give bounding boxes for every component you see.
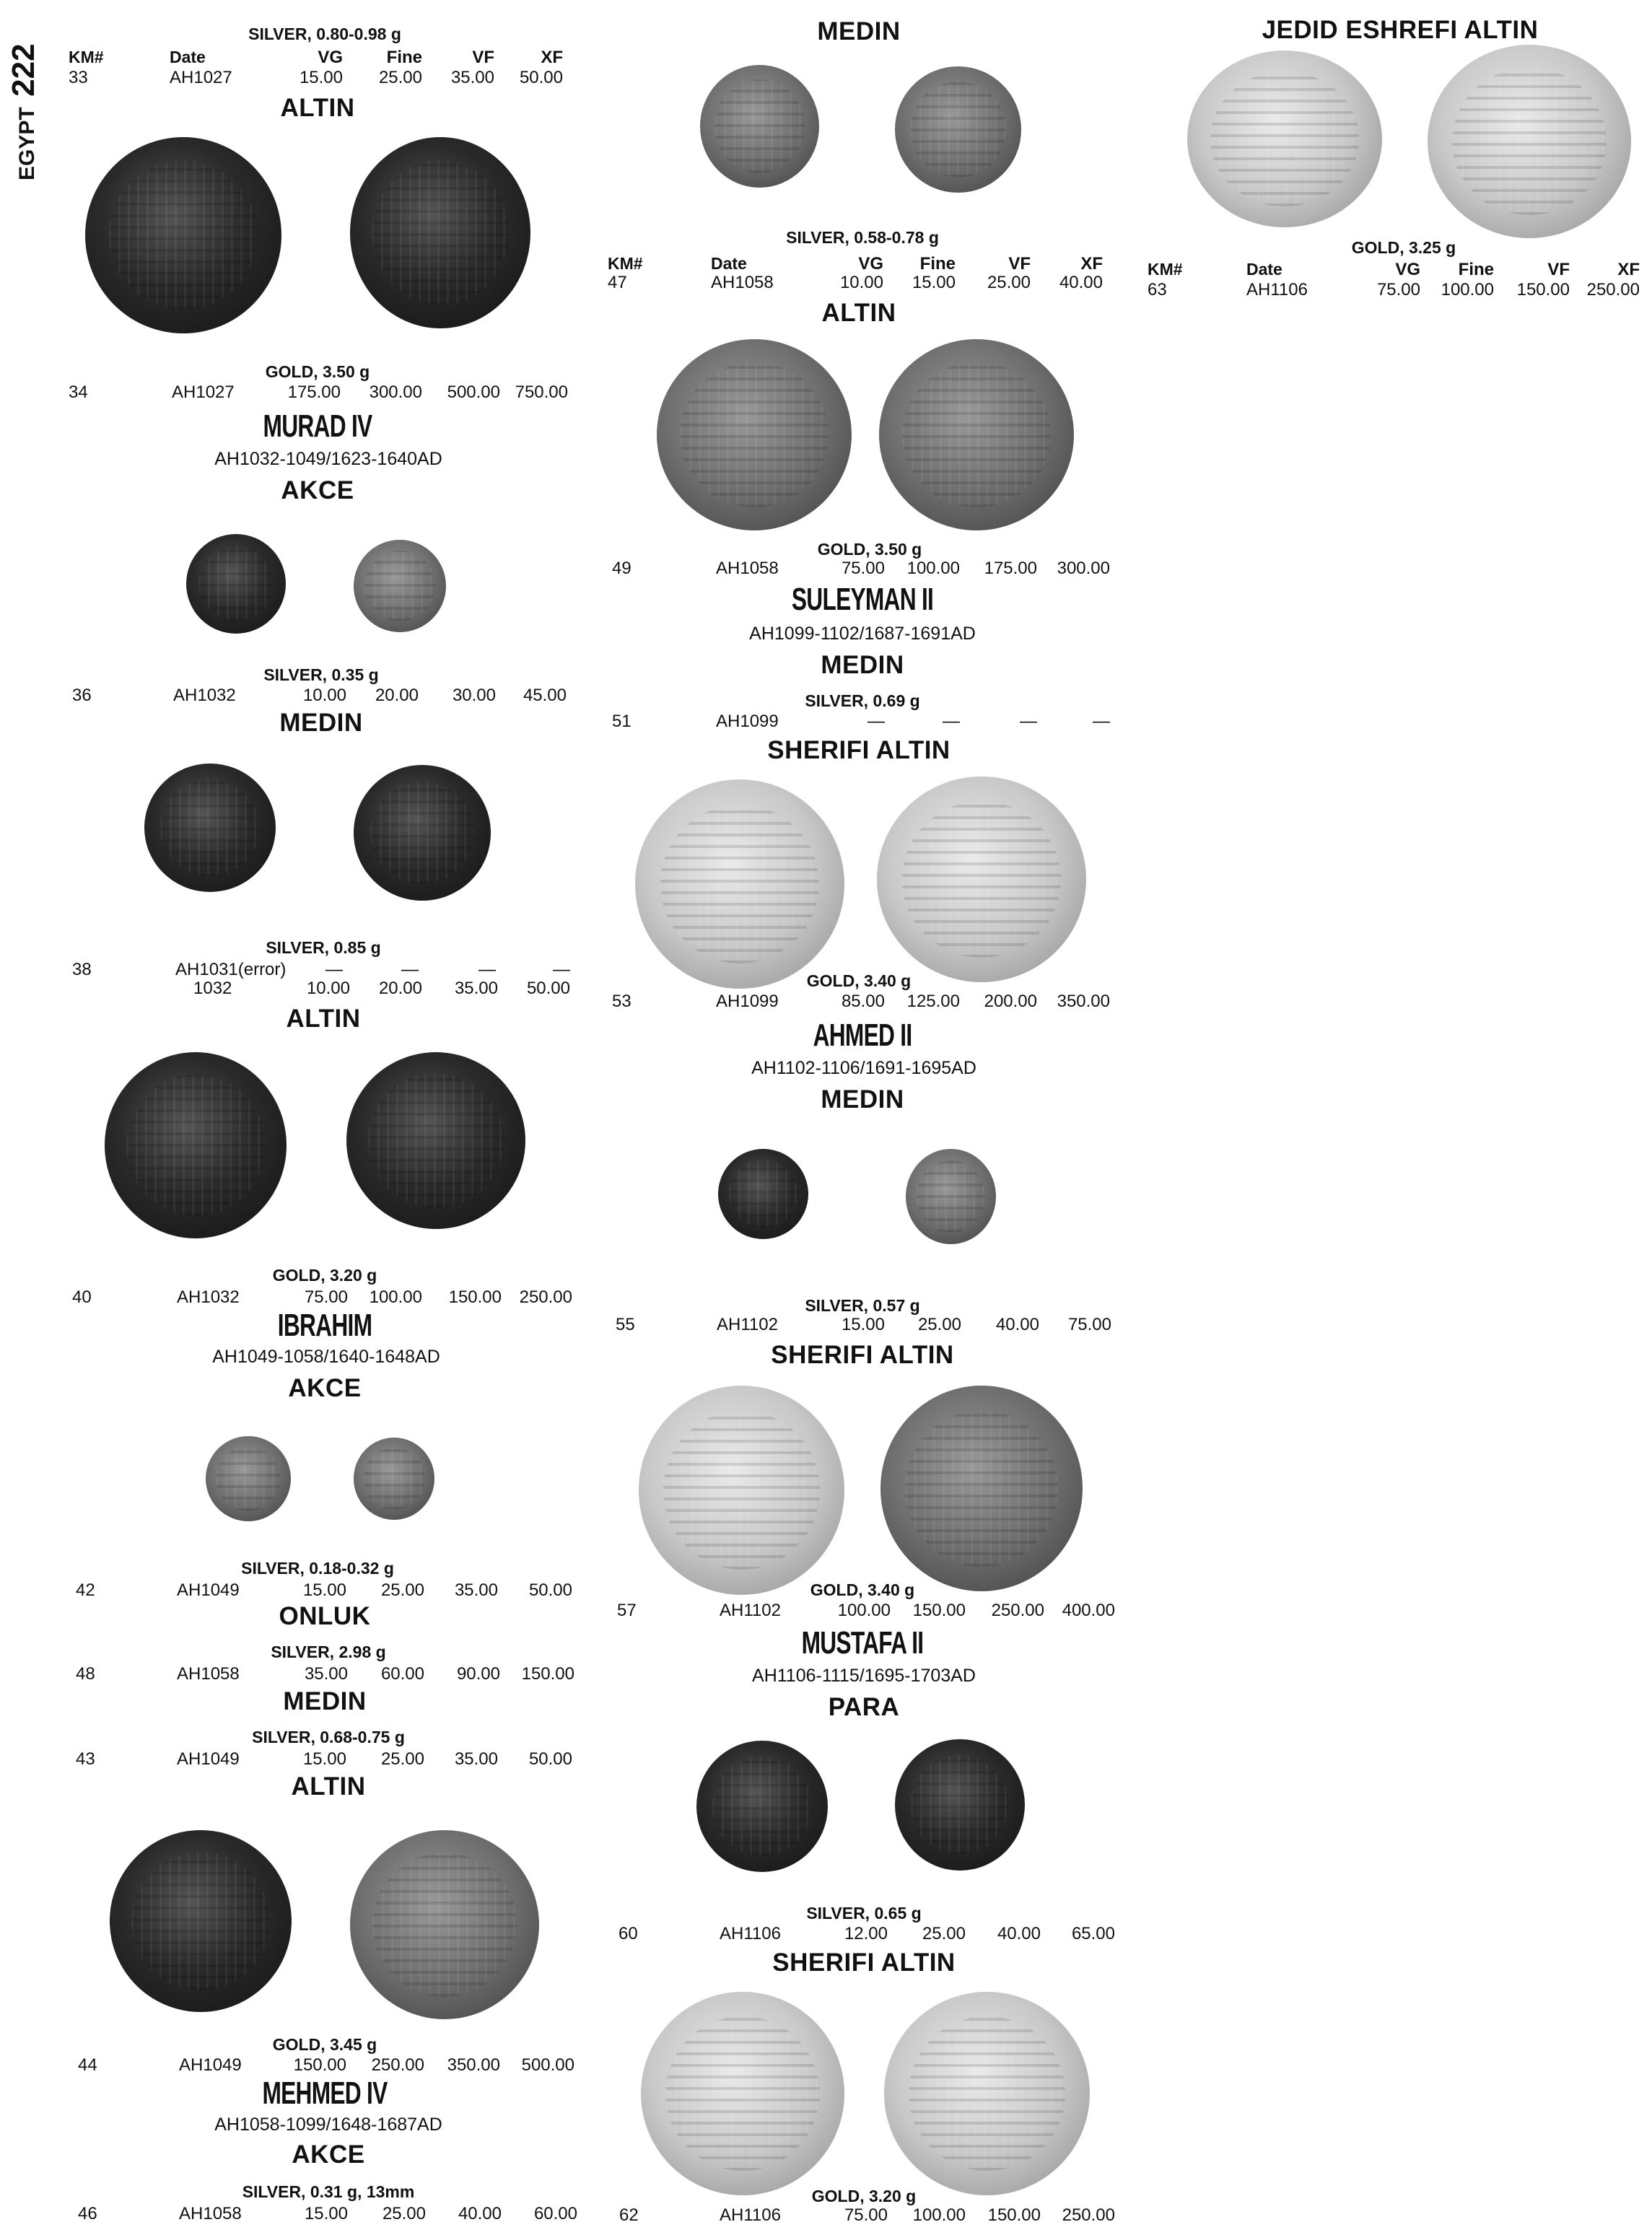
ruler-name: IBRAHIM xyxy=(277,1308,372,1343)
km-number: 33 xyxy=(69,68,88,87)
header-vg: VG xyxy=(318,48,343,67)
value-vf: 35.00 xyxy=(454,979,498,998)
value-vf: 40.00 xyxy=(458,2204,502,2223)
metal-weight: GOLD, 3.50 g xyxy=(265,362,370,381)
metal-weight: SILVER, 0.58-0.78 g xyxy=(786,228,939,247)
value-vf: 35.00 xyxy=(454,1749,498,1769)
header-xf: XF xyxy=(541,48,563,67)
ruler-name: MURAD IV xyxy=(263,408,372,444)
date-cell: AH1032 xyxy=(173,686,236,705)
value-vf: 150.00 xyxy=(448,1287,502,1307)
km-number: 62 xyxy=(619,2205,639,2225)
value-vf: 250.00 xyxy=(991,1601,1044,1620)
value-vf: 350.00 xyxy=(447,2055,500,2075)
metal-weight: SILVER, 0.69 g xyxy=(805,691,920,710)
ruler-name: SULEYMAN II xyxy=(791,582,934,617)
header-km: KM# xyxy=(608,254,643,273)
value-vg: 75.00 xyxy=(844,2205,888,2225)
value-fine: 300.00 xyxy=(369,382,422,402)
page-side-label xyxy=(6,43,42,180)
coin-reverse xyxy=(346,1052,525,1229)
value-vf: — xyxy=(1020,712,1037,731)
metal-weight: GOLD, 3.20 g xyxy=(272,1266,377,1285)
value-xf: 150.00 xyxy=(521,1664,574,1684)
page-number: 222 xyxy=(6,43,41,97)
km-number: 60 xyxy=(619,1924,638,1943)
date-cell: AH1106 xyxy=(720,2205,781,2225)
ruler-name: MUSTAFA II xyxy=(801,1625,924,1661)
metal-weight: GOLD, 3.25 g xyxy=(1351,238,1456,257)
denomination-title: MEDIN xyxy=(821,651,904,679)
date-cell: AH1106 xyxy=(720,1924,781,1943)
denomination-title: ONLUK xyxy=(279,1602,371,1630)
metal-weight: SILVER, 0.85 g xyxy=(266,938,381,957)
value-vg: — xyxy=(325,960,343,979)
denomination-title: SHERIFI ALTIN xyxy=(771,1341,954,1369)
value-fine: 20.00 xyxy=(375,686,419,705)
km-number: 43 xyxy=(76,1749,95,1769)
value-vg: 10.00 xyxy=(306,979,350,998)
value-fine: 100.00 xyxy=(912,2205,966,2225)
value-vg: 85.00 xyxy=(841,992,885,1011)
value-vg: 10.00 xyxy=(302,686,346,705)
km-number: 63 xyxy=(1148,280,1167,299)
coin-obverse xyxy=(85,137,281,333)
coin-reverse xyxy=(877,777,1086,982)
value-vg: 75.00 xyxy=(841,559,885,578)
km-number: 36 xyxy=(72,686,92,705)
value-xf: 75.00 xyxy=(1067,1315,1111,1334)
metal-weight: SILVER, 0.35 g xyxy=(263,665,379,684)
value-vf: 150.00 xyxy=(1516,280,1570,299)
metal-weight: GOLD, 3.40 g xyxy=(806,971,912,990)
km-number: 57 xyxy=(617,1601,637,1620)
reign-dates: AH1099-1102/1687-1691AD xyxy=(749,624,976,644)
value-fine: 125.00 xyxy=(906,992,960,1011)
value-vf: 35.00 xyxy=(450,68,494,87)
km-number: 47 xyxy=(608,273,627,292)
denomination-title: MEDIN xyxy=(817,17,901,45)
date-cell: AH1031(error) xyxy=(175,960,287,979)
value-fine: 25.00 xyxy=(380,1749,424,1769)
value-vg: 10.00 xyxy=(839,273,883,292)
denomination-title: SHERIFI ALTIN xyxy=(772,1948,956,1977)
header-fine: Fine xyxy=(1458,260,1494,279)
header-km: KM# xyxy=(1148,260,1183,279)
value-xf: — xyxy=(553,960,570,979)
header-date: Date xyxy=(1246,260,1282,279)
date-cell: AH1102 xyxy=(720,1601,781,1620)
coin-reverse xyxy=(884,1992,1090,2195)
reign-dates: AH1032-1049/1623-1640AD xyxy=(214,449,442,469)
metal-weight: SILVER, 2.98 g xyxy=(271,1643,386,1661)
coin-reverse xyxy=(350,137,530,328)
denomination-title: SHERIFI ALTIN xyxy=(767,736,950,764)
value-xf: 350.00 xyxy=(1057,992,1110,1011)
date-cell: AH1102 xyxy=(717,1315,778,1334)
reign-dates: AH1106-1115/1695-1703AD xyxy=(752,1666,976,1686)
date-cell: AH1027 xyxy=(170,68,232,87)
denomination-title: ALTIN xyxy=(280,94,355,122)
value-vg: 15.00 xyxy=(841,1315,885,1334)
value-xf: — xyxy=(1093,712,1110,731)
coin-obverse xyxy=(657,339,852,530)
km-number: 38 xyxy=(72,960,92,979)
date-cell: AH1058 xyxy=(179,2204,242,2223)
denomination-title: AKCE xyxy=(292,2140,365,2169)
value-vf: 175.00 xyxy=(984,559,1037,578)
km-number: 51 xyxy=(612,712,631,731)
denomination-title: ALTIN xyxy=(291,1772,366,1801)
value-vf: 35.00 xyxy=(454,1580,498,1600)
value-vg: — xyxy=(867,712,885,731)
value-xf: 50.00 xyxy=(528,1749,572,1769)
country-label: EGYPT xyxy=(15,107,39,180)
value-fine: 25.00 xyxy=(917,1315,961,1334)
km-number: 55 xyxy=(616,1315,635,1334)
denomination-title: JEDID ESHREFI ALTIN xyxy=(1262,16,1539,44)
coin-obverse xyxy=(1187,51,1382,227)
ruler-name: MEHMED IV xyxy=(262,2076,388,2111)
header-fine: Fine xyxy=(386,48,422,67)
date-cell: AH1099 xyxy=(716,712,779,731)
coin-reverse xyxy=(354,540,446,632)
value-fine: — xyxy=(943,712,960,731)
header-fine: Fine xyxy=(919,254,956,274)
value-fine: — xyxy=(401,960,419,979)
denomination-title: MEDIN xyxy=(283,1687,367,1715)
km-number: 46 xyxy=(78,2204,97,2223)
metal-weight: GOLD, 3.20 g xyxy=(811,2187,917,2205)
value-fine: 25.00 xyxy=(382,2204,426,2223)
value-vf: 150.00 xyxy=(987,2205,1041,2225)
value-fine: 25.00 xyxy=(922,1924,966,1943)
header-vf: VF xyxy=(1547,260,1570,279)
value-fine: 60.00 xyxy=(380,1664,424,1684)
km-number: 44 xyxy=(78,2055,97,2075)
denomination-title: ALTIN xyxy=(821,299,896,327)
coin-reverse xyxy=(1428,45,1631,238)
value-xf: 300.00 xyxy=(1057,559,1110,578)
coin-reverse xyxy=(895,66,1021,193)
value-vf: 200.00 xyxy=(984,992,1037,1011)
header-vf: VF xyxy=(1008,254,1031,274)
coin-reverse xyxy=(880,1386,1083,1591)
value-fine: 25.00 xyxy=(378,68,422,87)
header-vf: VF xyxy=(472,48,494,67)
value-vg: 75.00 xyxy=(304,1287,348,1307)
coin-reverse xyxy=(350,1830,539,2019)
coin-obverse xyxy=(635,779,844,989)
denomination-title: AKCE xyxy=(281,476,354,504)
header-xf: XF xyxy=(1080,254,1103,274)
metal-weight: SILVER, 0.80-0.98 g xyxy=(248,25,401,43)
value-vf: 30.00 xyxy=(452,686,496,705)
value-vg: 35.00 xyxy=(304,1664,348,1684)
coin-obverse xyxy=(105,1052,287,1238)
coin-obverse xyxy=(696,1741,828,1872)
value-vg: 150.00 xyxy=(293,2055,346,2075)
value-vg: 75.00 xyxy=(1376,280,1420,299)
coin-obverse xyxy=(718,1149,808,1239)
value-xf: 250.00 xyxy=(1586,280,1640,299)
value-vg: 100.00 xyxy=(837,1601,891,1620)
value-vf: — xyxy=(478,960,496,979)
reign-dates: AH1049-1058/1640-1648AD xyxy=(212,1347,440,1367)
date-cell: AH1058 xyxy=(711,273,774,292)
date-cell: AH1099 xyxy=(716,992,779,1011)
header-xf: XF xyxy=(1617,260,1640,279)
km-number: 34 xyxy=(69,382,88,402)
value-vf: 25.00 xyxy=(987,273,1031,292)
value-vg: 15.00 xyxy=(302,1580,346,1600)
km-number: 40 xyxy=(72,1287,92,1307)
header-date: Date xyxy=(170,48,206,66)
value-fine: 25.00 xyxy=(380,1580,424,1600)
date-cell: AH1106 xyxy=(1246,280,1308,299)
value-fine: 15.00 xyxy=(912,273,956,292)
value-vf: 500.00 xyxy=(447,382,500,402)
coin-obverse xyxy=(144,764,276,892)
value-xf: 500.00 xyxy=(521,2055,574,2075)
reign-dates: AH1102-1106/1691-1695AD xyxy=(751,1058,976,1078)
reign-dates: AH1058-1099/1648-1687AD xyxy=(214,2114,442,2135)
metal-weight: SILVER, 0.57 g xyxy=(805,1296,920,1315)
value-xf: 250.00 xyxy=(519,1287,572,1307)
date-cell: AH1049 xyxy=(177,1749,240,1769)
metal-weight: GOLD, 3.45 g xyxy=(272,2035,377,2054)
value-fine: 100.00 xyxy=(369,1287,422,1307)
km-number: 49 xyxy=(612,559,631,578)
value-vf: 40.00 xyxy=(997,1924,1041,1943)
value-xf: 45.00 xyxy=(523,686,567,705)
value-fine: 250.00 xyxy=(371,2055,424,2075)
value-vf: 90.00 xyxy=(456,1664,500,1684)
value-fine: 20.00 xyxy=(378,979,422,998)
coin-reverse xyxy=(354,1438,434,1520)
coin-obverse xyxy=(641,1992,844,2195)
value-fine: 100.00 xyxy=(1441,280,1494,299)
value-xf: 50.00 xyxy=(528,1580,572,1600)
date-cell: AH1049 xyxy=(179,2055,242,2075)
coin-obverse xyxy=(110,1830,292,2012)
value-vg: 15.00 xyxy=(299,68,343,87)
value-vf: 40.00 xyxy=(995,1315,1039,1334)
denomination-title: MEDIN xyxy=(279,709,363,737)
value-vg: 12.00 xyxy=(844,1924,888,1943)
coin-reverse xyxy=(895,1739,1025,1871)
date-cell: AH1032 xyxy=(177,1287,240,1307)
metal-weight: SILVER, 0.31 g, 13mm xyxy=(242,2182,415,2201)
value-xf: 750.00 xyxy=(515,382,568,402)
coin-obverse xyxy=(186,534,286,634)
coin-obverse xyxy=(700,65,819,188)
value-vg: 15.00 xyxy=(304,2204,348,2223)
value-xf: 50.00 xyxy=(519,68,563,87)
metal-weight: GOLD, 3.50 g xyxy=(817,540,922,559)
coin-reverse xyxy=(354,765,491,901)
coin-reverse xyxy=(879,339,1074,530)
denomination-title: PARA xyxy=(828,1693,900,1721)
date-cell: AH1027 xyxy=(172,382,235,402)
value-xf: 60.00 xyxy=(533,2204,577,2223)
coin-obverse xyxy=(639,1386,844,1595)
metal-weight: GOLD, 3.40 g xyxy=(810,1580,915,1599)
km-number: 48 xyxy=(76,1664,95,1684)
km-number: 42 xyxy=(76,1580,95,1600)
coin-obverse xyxy=(206,1436,291,1521)
value-fine: 150.00 xyxy=(912,1601,966,1620)
header-vg: VG xyxy=(1395,260,1420,279)
coin-reverse xyxy=(906,1149,996,1244)
metal-weight: SILVER, 0.68-0.75 g xyxy=(252,1728,405,1746)
value-vg: 175.00 xyxy=(287,382,341,402)
denomination-title: AKCE xyxy=(288,1374,362,1402)
date-cell: AH1058 xyxy=(177,1664,240,1684)
denomination-title: ALTIN xyxy=(286,1005,361,1033)
date-cell: AH1049 xyxy=(177,1580,240,1600)
value-xf: 400.00 xyxy=(1062,1601,1115,1620)
value-xf: 250.00 xyxy=(1062,2205,1115,2225)
date-cell: AH1058 xyxy=(716,559,779,578)
value-xf: 65.00 xyxy=(1071,1924,1115,1943)
value-xf: 50.00 xyxy=(526,979,570,998)
value-fine: 100.00 xyxy=(906,559,960,578)
date-cell: 1032 xyxy=(193,979,232,998)
km-number: 53 xyxy=(612,992,631,1011)
ruler-name: AHMED II xyxy=(813,1018,912,1053)
header-date: Date xyxy=(711,254,747,273)
value-vg: 15.00 xyxy=(302,1749,346,1769)
header-km: KM# xyxy=(69,48,104,66)
metal-weight: SILVER, 0.18-0.32 g xyxy=(241,1559,394,1578)
denomination-title: MEDIN xyxy=(821,1085,904,1114)
metal-weight: SILVER, 0.65 g xyxy=(806,1904,922,1923)
value-xf: 40.00 xyxy=(1059,273,1103,292)
header-vg: VG xyxy=(858,254,883,274)
